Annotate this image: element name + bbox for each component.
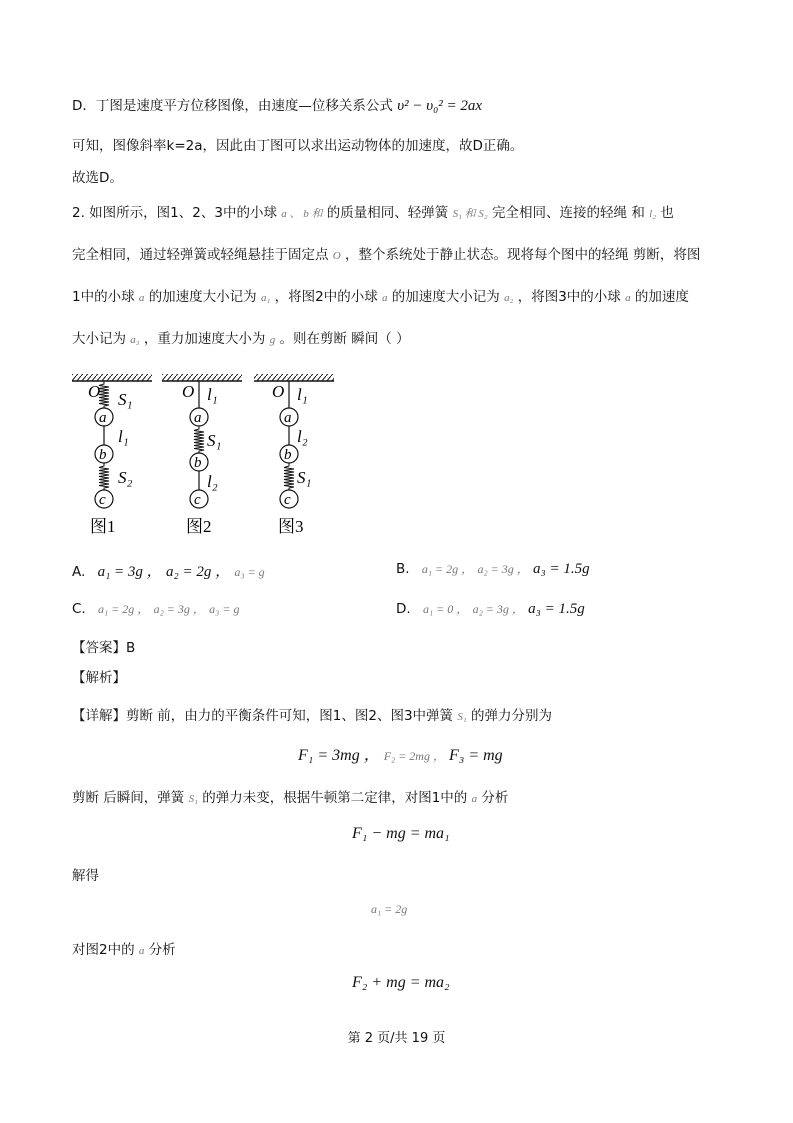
spring-rope-figure	[66, 370, 346, 540]
text: 完全相同、连接的轻绳 和	[492, 205, 645, 221]
question-2-line-4	[72, 329, 410, 350]
math-text: a₃	[130, 334, 140, 346]
text: 的弹力分别为	[470, 708, 552, 724]
math-text: O	[332, 250, 341, 262]
math-text: S₁	[188, 793, 198, 805]
text: ，整个系统处于静止状态。现将每个图中的轻绳 剪断，将图	[345, 247, 701, 263]
rope-l1-label: l₁	[297, 385, 308, 404]
text: 2. 如图所示，图1、2、3中的小球	[72, 205, 277, 221]
point-o-label: O	[272, 382, 285, 401]
text: 分析	[148, 942, 176, 958]
spring-s2-label: S₂	[118, 468, 133, 487]
figure-3	[254, 374, 334, 536]
option-value: a₂ = 3g ，	[153, 602, 205, 616]
spring-s1	[99, 381, 109, 408]
option-value: a₁ = 2g ，	[421, 562, 474, 576]
option-value: a₃ = g	[234, 565, 265, 579]
math-text: a	[382, 292, 388, 304]
ball-c-label: c	[284, 492, 291, 508]
option-label: A.	[72, 564, 86, 580]
text: 。则在剪断 瞬间（ ）	[279, 331, 410, 347]
cut-line	[72, 788, 508, 809]
solve-line: 解得	[72, 868, 99, 884]
text: 完全相同，通过轻弹簧或轻绳悬挂于固定点	[72, 247, 329, 263]
analysis-heading: 【解析】	[72, 670, 126, 686]
equation-3: F₂ + mg = ma₂	[352, 974, 450, 991]
text: 分析	[481, 790, 509, 806]
option-value: a₁ = 3g ，	[97, 564, 162, 580]
equation-2: a₁ = 2g	[371, 902, 408, 916]
text: 的加速度大小记为	[148, 289, 257, 305]
force-equations	[298, 742, 503, 765]
detail-line	[72, 706, 552, 727]
figure-3-caption: 图3	[278, 517, 304, 536]
option-label: B.	[396, 561, 410, 577]
option-a[interactable]	[72, 560, 265, 581]
ball-a-label: a	[284, 410, 292, 426]
equation-1: F₁ − mg = ma₁	[352, 825, 450, 842]
ceiling-hatch	[72, 374, 152, 381]
ball-c-label: c	[194, 492, 201, 508]
text: ，将图2中的小球	[274, 289, 378, 305]
math-text: a	[625, 292, 631, 304]
math-text: a₁	[260, 292, 271, 304]
math-text: a₂	[504, 292, 514, 304]
option-label: D.	[396, 601, 411, 617]
text: 也	[660, 205, 674, 221]
equation-f2: F₂ = 2mg ，	[383, 749, 445, 763]
ball-b-label: b	[99, 447, 107, 463]
text: 的加速度大小记为	[391, 289, 500, 305]
figure-1-caption: 图1	[90, 517, 116, 536]
rope-l1-label: l₁	[207, 385, 218, 404]
point-o-label: O	[88, 382, 101, 401]
ball-a-label: a	[194, 410, 202, 426]
text: 大小记为	[72, 331, 126, 347]
fig2-analysis-line	[72, 940, 176, 961]
answer-line: 【答案】B	[72, 640, 136, 656]
question-2-line-2	[72, 245, 700, 266]
text: ，重力加速度大小为	[143, 331, 266, 347]
text: 1中的小球	[72, 289, 135, 305]
option-d-explanation-line	[72, 96, 482, 116]
math-text: a 、 b 和	[281, 208, 323, 220]
math-text: S₁	[457, 711, 467, 723]
math-text: a	[471, 793, 478, 805]
option-value: a₃ = g	[209, 602, 240, 616]
text: 的弹力未变，根据牛顿第二定律，对图1中的	[202, 790, 468, 806]
formula-velocity-displacement: υ² − υ₀² = 2ax	[397, 98, 483, 114]
ceiling-hatch	[162, 374, 242, 381]
ball-c-label: c	[99, 492, 106, 508]
option-value: a₂ = 3g ，	[472, 602, 524, 616]
option-value: a₁ = 2g ，	[98, 602, 150, 616]
option-d[interactable]	[396, 600, 585, 618]
figure-1	[72, 374, 152, 536]
ball-a-label: a	[99, 410, 107, 426]
page-footer: 第 2 页/共 19 页	[347, 1031, 446, 1046]
equation-f3: F₃ = mg	[448, 747, 503, 764]
rope-l2-label: l₂	[297, 427, 308, 446]
text: 的加速度	[634, 289, 689, 305]
rope-l2-label: l₂	[207, 472, 218, 491]
text: 剪断 后瞬间，弹簧	[72, 790, 185, 806]
text: 的质量相同、轻弹簧	[326, 205, 449, 221]
math-text: a	[138, 945, 145, 957]
equation-f1: F₁ = 3mg ，	[298, 747, 380, 764]
option-label: C.	[72, 601, 86, 617]
spring-s1	[194, 426, 204, 453]
spring-s2	[99, 463, 109, 490]
paragraph-line: 可知，图像斜率k=2a，因此由丁图可以求出运动物体的加速度，故D正确。	[72, 138, 524, 154]
spring-s1-label: S₁	[118, 390, 133, 409]
option-value: a₃ = 1.5g	[533, 561, 590, 577]
paragraph-line: 故选D。	[72, 170, 123, 186]
figure-2	[162, 374, 242, 536]
spring-s1-label: S₁	[207, 431, 222, 450]
option-c[interactable]	[72, 600, 239, 617]
figure-2-caption: 图2	[186, 517, 212, 536]
math-text: a	[138, 292, 145, 304]
option-value: a₁ = 0 ，	[422, 602, 469, 616]
point-o-label: O	[182, 382, 195, 401]
text: 【详解】剪断 前，由力的平衡条件可知，图1、图2、图3中弹簧	[72, 708, 454, 724]
math-text: g	[269, 334, 276, 346]
option-value: a₂ = 3g ，	[477, 562, 529, 576]
ceiling-hatch	[254, 374, 334, 381]
question-2-line-3	[72, 287, 689, 308]
option-b[interactable]	[396, 560, 590, 578]
option-value: a₂ = 2g ，	[165, 564, 231, 580]
ball-b-label: b	[194, 455, 202, 471]
math-text: S₁ 和 S₂	[452, 208, 488, 220]
question-2-line-1	[72, 203, 674, 224]
rope-l1-label: l₁	[118, 427, 129, 446]
text: 对图2中的	[72, 942, 135, 958]
text: ，将图3中的小球	[517, 289, 621, 305]
text: D．丁图是速度平方位移图像，由速度—位移关系公式	[72, 98, 393, 114]
math-text: l₂	[649, 208, 657, 220]
spring-s1-label: S₁	[297, 468, 312, 487]
option-value: a₃ = 1.5g	[528, 601, 585, 617]
ball-b-label: b	[284, 447, 292, 463]
spring-s1	[284, 463, 294, 490]
